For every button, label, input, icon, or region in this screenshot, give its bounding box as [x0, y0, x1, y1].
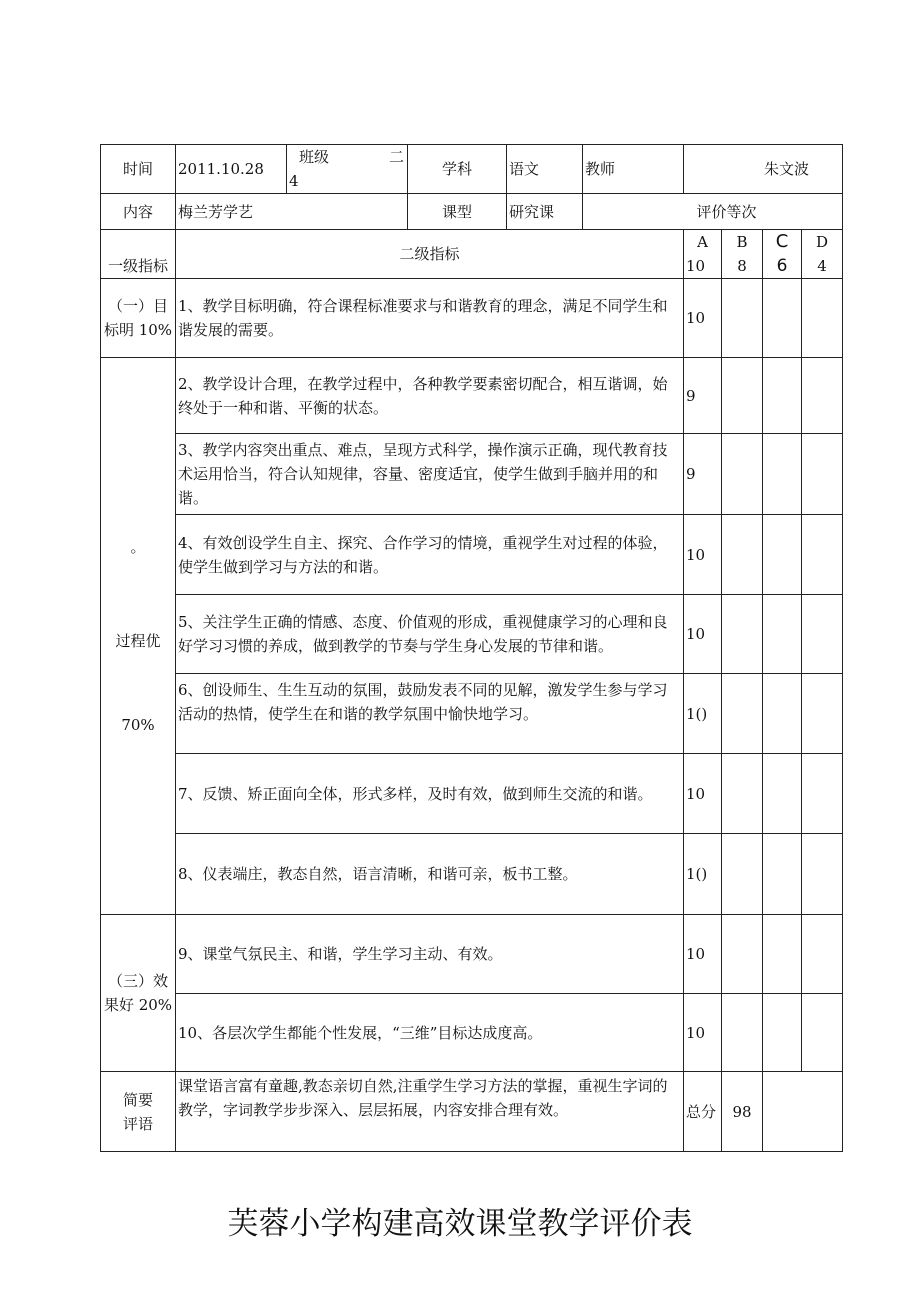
header-row-content [101, 194, 843, 230]
criterion-9-d [802, 915, 843, 994]
criterion-7-score: 10 [684, 754, 722, 834]
criterion-5-c [763, 595, 802, 674]
criterion-10-score: 10 [684, 994, 722, 1072]
criterion-1-score: 10 [684, 279, 722, 358]
criterion-9-text: 9、课堂气氛民主、和谐，学生学习主动、有效。 [176, 915, 684, 994]
criterion-5-d [802, 595, 843, 674]
criterion-2-text: 2、教学设计合理，在教学过程中，各种教学要素密切配合，相互谐调，始终处于一种和谐、平衡的状态。 [176, 358, 684, 434]
subject-value: 语文 [507, 145, 583, 194]
comment-label [101, 1072, 176, 1152]
criterion-2-d [802, 358, 843, 434]
level2-header: 二级指标 [176, 230, 684, 279]
comment-row [101, 1072, 843, 1152]
grade-label: 评价等次 [583, 194, 843, 230]
criterion-1-b [722, 279, 763, 358]
criterion-6-b [722, 674, 763, 754]
criterion-8-text: 8、仪表端庄，教态自然，语言清晰，和谐可亲，板书工整。 [176, 834, 684, 915]
type-value: 研究课 [507, 194, 583, 230]
time-value: 2011.10.28 [176, 145, 287, 194]
criterion-9-c [763, 915, 802, 994]
criterion-3-c [763, 434, 802, 515]
section-1-label-line1: （一）目 [107, 297, 168, 315]
criterion-4-score: 10 [684, 515, 722, 595]
section-2-dot: 。 [130, 538, 146, 556]
criterion-row-9 [101, 915, 843, 994]
criterion-5-text: 5、关注学生正确的情感、态度、价值观的形成，重视健康学习的心理和良好学习习惯的养成，做到教学的节奏与学生身心发展的节律和谐。 [176, 595, 684, 674]
teacher-label: 教师 [583, 145, 684, 194]
criterion-row-10 [101, 994, 843, 1072]
section-2-label-line2: 70% [121, 716, 155, 734]
class-value: 二 4 [289, 148, 405, 190]
criterion-7-c [763, 754, 802, 834]
grade-a-letter: A [684, 230, 722, 255]
criterion-3-score: 9 [684, 434, 722, 515]
criterion-10-text: 10、各层次学生都能个性发展，“三维”目标达成度高。 [176, 994, 684, 1072]
criterion-9-score: 10 [684, 915, 722, 994]
evaluation-table [100, 144, 843, 1152]
comment-label-line1: 简要 [122, 1090, 153, 1109]
criterion-7-b [722, 754, 763, 834]
header-row-time [101, 145, 843, 194]
page-title: 芙蓉小学构建高效课堂教学评价表 [227, 1206, 693, 1242]
criterion-2-c [763, 358, 802, 434]
grade-a-points: 10 [684, 254, 722, 279]
content-label: 内容 [101, 194, 176, 230]
criterion-10-b [722, 994, 763, 1072]
criterion-5-b [722, 595, 763, 674]
criterion-7-text: 7、反馈、矫正面向全体，形式多样，及时有效，做到师生交流的和谐。 [176, 754, 684, 834]
grade-d-points: 4 [802, 254, 843, 279]
criterion-6-d [802, 674, 843, 754]
level1-header: 一级指标 [101, 230, 176, 279]
criterion-9-b [722, 915, 763, 994]
criterion-row-7 [101, 754, 843, 834]
criterion-1-d [802, 279, 843, 358]
criterion-1-c [763, 279, 802, 358]
total-blank [763, 1072, 843, 1152]
criterion-6-text: 6、创设师生、生生互动的氛围，鼓励发表不同的见解，激发学生参与学习活动的热情，使学生在和谐的教学氛围中愉快地学习。 [176, 674, 684, 754]
grade-d-letter: D [802, 230, 843, 255]
criterion-1-text: 1、教学目标明确，符合课程标准要求与和谐教育的理念，满足不同学生和谐发展的需要。 [176, 279, 684, 358]
section-2-label [101, 358, 176, 915]
criterion-row-2 [101, 358, 843, 434]
criterion-6-c [763, 674, 802, 754]
subject-label: 学科 [408, 145, 507, 194]
section-3-label-line2: 果好 20% [103, 996, 173, 1014]
section-3-label-line1: （三）效 [107, 972, 168, 990]
comment-label-line2: 评语 [122, 1114, 153, 1133]
class-cell [287, 145, 408, 194]
grade-c-points: 6 [763, 254, 802, 279]
criterion-row-8 [101, 834, 843, 915]
criterion-3-b [722, 434, 763, 515]
criterion-2-score: 9 [684, 358, 722, 434]
criterion-2-b [722, 358, 763, 434]
comment-text: 课堂语言富有童趣,教态亲切自然,注重学生学习方法的掌握，重视生字词的教学，字词教学步步深入、层层拓展，内容安排合理有效。 [176, 1072, 684, 1152]
grade-b-letter: B [722, 230, 763, 255]
criterion-4-d [802, 515, 843, 595]
criterion-6-score: 1() [684, 674, 722, 754]
criterion-5-score: 10 [684, 595, 722, 674]
criterion-10-c [763, 994, 802, 1072]
teacher-value: 朱文波 [684, 145, 843, 194]
section-1-label-line2: 标明 10% [103, 321, 173, 339]
grade-b-points: 8 [722, 254, 763, 279]
criterion-7-d [802, 754, 843, 834]
total-value: 98 [722, 1072, 763, 1152]
criterion-row-6 [101, 674, 843, 754]
grade-letter-row [101, 230, 843, 255]
time-label: 时间 [101, 145, 176, 194]
section-1-label [101, 279, 176, 358]
content-value: 梅兰芳学艺 [176, 194, 408, 230]
criterion-row-5 [101, 595, 843, 674]
criterion-8-d [802, 834, 843, 915]
criterion-8-score: 1() [684, 834, 722, 915]
section-3-label [101, 915, 176, 1072]
grade-c-letter: C [763, 230, 802, 255]
total-label: 总分 [684, 1072, 722, 1152]
criterion-8-c [763, 834, 802, 915]
criterion-row-1 [101, 279, 843, 358]
criterion-8-b [722, 834, 763, 915]
criterion-3-text: 3、教学内容突出重点、难点，呈现方式科学，操作演示正确，现代教育技术运用恰当，符合认知规律，容量、密度适宜，使学生做到手脑并用的和谐。 [176, 434, 684, 515]
class-label: 班级 [299, 148, 330, 166]
criterion-row-4 [101, 515, 843, 595]
criterion-10-d [802, 994, 843, 1072]
criterion-4-c [763, 515, 802, 595]
section-2-label-line1: 过程优 [115, 632, 161, 650]
criterion-row-3 [101, 434, 843, 515]
criterion-4-text: 4、有效创设学生自主、探究、合作学习的情境，重视学生对过程的体验，使学生做到学习与方法的和谐。 [176, 515, 684, 595]
type-label: 课型 [408, 194, 507, 230]
criterion-3-d [802, 434, 843, 515]
criterion-4-b [722, 515, 763, 595]
